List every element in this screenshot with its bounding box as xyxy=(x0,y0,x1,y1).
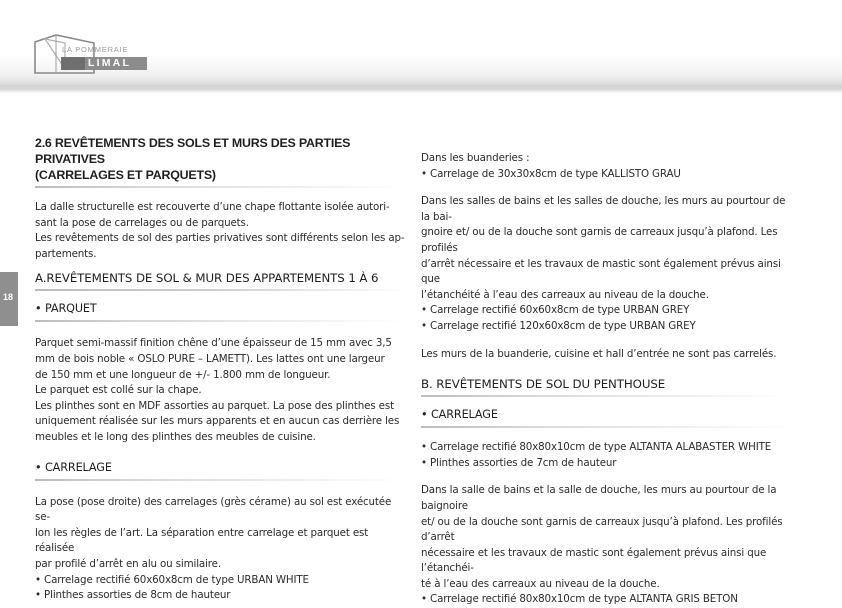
left-column xyxy=(35,135,407,604)
penthouse-sdb-line: té à l’eau des carreaux au niveau de la douche. xyxy=(421,577,660,590)
logo-band-dark xyxy=(61,57,85,70)
sdb-line: l’étanchéité à l’eau des carreaux au niveau de la douche. xyxy=(421,288,709,301)
carrelage-line: lon les règles de l’art. La séparation entre carrelage et parquet est réalisée xyxy=(35,526,369,555)
carrelage-line: • Plinthes assorties de 8cm de hauteur xyxy=(35,589,231,602)
logo-wordmark: LIMAL xyxy=(88,57,132,69)
section-b-heading: B. REVÊTEMENTS DE SOL DU PENTHOUSE xyxy=(421,377,666,392)
penthouse-list-line: • Carrelage rectifié 80x80x10cm de type ALTANTA ALABASTER WHITE xyxy=(421,441,772,454)
carrelage-line: par profilé d’arrêt en alu ou similaire. xyxy=(35,557,221,570)
sdb-line: gnoire et/ ou de la douche sont garnis de carreaux jusqu’à plafond. Les profilés xyxy=(421,226,778,254)
sdb-line: d’arrêt nécessaire et les travaux de mastic sont également prévus ainsi que xyxy=(421,257,781,286)
logo-tagline: LA POMMERAIE xyxy=(62,45,129,54)
parquet-heading: • PARQUET xyxy=(35,302,97,316)
parquet-line: de 150 mm et une longueur de +/- 1.800 mm de longueur. xyxy=(35,368,331,381)
penthouse-sdb-line: nécessaire et les travaux de mastic sont également prévus ainsi que l’étanchéi- xyxy=(421,546,767,575)
parquet-line: Parquet semi-massif finition chêne d’une épaisseur de 15 mm avec 3,5 xyxy=(35,337,392,350)
buanderies-line: Dans les buanderies : xyxy=(421,152,530,164)
penthouse-sdb-line: Dans la salle de bains et la salle de douche, les murs au pourtour de la baignoire xyxy=(421,484,777,512)
section-title-line1: 2.6 REVÊTEMENTS DES SOLS ET MURS DES PARTIES PRIVATIVES xyxy=(35,136,351,166)
page-number: 18 xyxy=(2,292,13,302)
buanderies-line: • Carrelage de 30x30x8cm de type KALLISTO GRAU xyxy=(421,167,681,180)
carrelage-line: La pose (pose droite) des carrelages (grès cérame) au sol est exécutée se- xyxy=(35,495,392,524)
parquet-line: Le parquet est collé sur la chape. xyxy=(35,384,202,397)
penthouse-sdb-line: • Carrelage rectifié 80x80x10cm de type ALTANTA GRIS BETON xyxy=(421,593,738,606)
parquet-line: meubles et le long des plinthes des meubles de cuisine. xyxy=(35,430,316,443)
parquet-line: mm de bois noble « OSLO PURE – LAMETT). Les lattes ont une largeur xyxy=(35,352,385,365)
intro-line: partements. xyxy=(35,247,97,260)
murs-line: Les murs de la buanderie, cuisine et hall d’entrée ne sont pas carrelés. xyxy=(421,347,777,360)
carrelage-heading: • CARRELAGE xyxy=(35,460,112,474)
header-shadow xyxy=(0,84,842,94)
right-column xyxy=(421,151,793,608)
sdb-line: • Carrelage rectifié 120x60x8cm de type URBAN GREY xyxy=(421,319,696,332)
parquet-line: uniquement réalisée sur les murs apparents et en aucun cas derrière les xyxy=(35,415,400,428)
parquet-line: Les plinthes sont en MDF assorties au parquet. La pose des plinthes est xyxy=(35,399,394,412)
penthouse-list-line: • Plinthes assorties de 7cm de hauteur xyxy=(421,456,617,469)
intro-line: La dalle structurelle est recouverte d’une chape flottante isolée autori- xyxy=(35,201,390,213)
intro-line: Les revêtements de sol des parties privatives sont différents selon les ap- xyxy=(35,232,405,245)
section-a-heading: A.REVÊTEMENTS DE SOL & MUR DES APPARTEMENTS 1 À 6 xyxy=(35,271,379,286)
sdb-line: Dans les salles de bains et les salles de douche, les murs au pourtour de la bai- xyxy=(421,195,786,223)
penthouse-sdb-line: et/ ou de la douche sont garnis de carreaux jusqu’à plafond. Les profilés d’arrêt xyxy=(421,515,783,544)
penthouse-carrelage-heading: • CARRELAGE xyxy=(421,408,498,422)
carrelage-line: • Carrelage rectifié 60x60x8cm de type URBAN WHITE xyxy=(35,573,309,586)
logo-mark-icon xyxy=(34,33,150,77)
intro-line: sant la pose de carrelages ou de parquets. xyxy=(35,216,249,229)
sdb-line: • Carrelage rectifié 60x60x8cm de type URBAN GREY xyxy=(421,304,690,317)
section-title-line2: (CARRELAGES ET PARQUETS) xyxy=(35,168,216,182)
